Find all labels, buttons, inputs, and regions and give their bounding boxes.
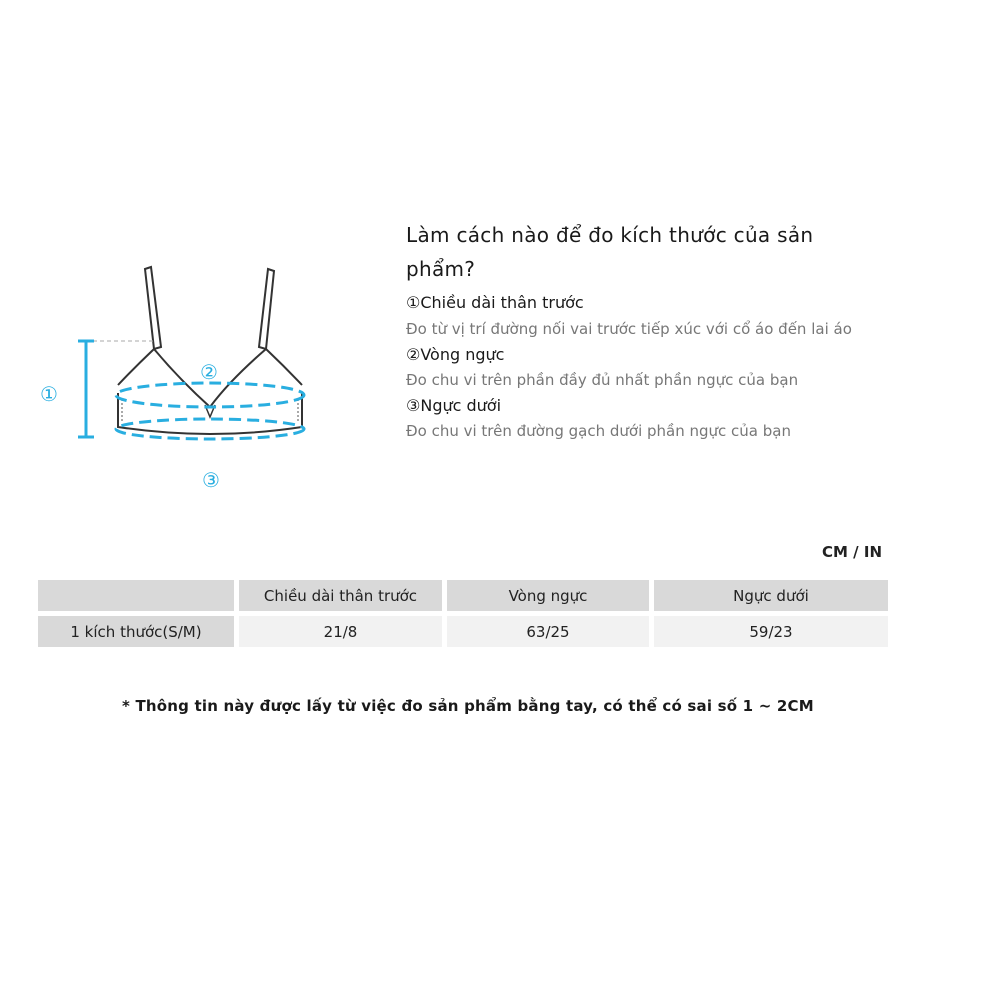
guide-title: Làm cách nào để đo kích thước của sản phẩm? xyxy=(406,223,814,281)
marker-1: ① xyxy=(40,382,58,406)
table-cell: 59/23 xyxy=(654,616,888,647)
bra-measurement-diagram xyxy=(30,255,330,505)
measurement-note: * Thông tin này được lấy từ việc đo sản phẩm bằng tay, có thể có sai số 1 ~ 2CM xyxy=(122,697,814,715)
header-cell: Ngực dưới xyxy=(654,580,888,611)
item-1-label: ①Chiều dài thân trước xyxy=(406,293,584,312)
table-cell: 1 kích thước(S/M) xyxy=(38,616,234,647)
unit-label: CM / IN xyxy=(822,543,882,561)
item-3-desc: Đo chu vi trên đường gạch dưới phần ngực của bạn xyxy=(406,422,791,440)
marker-3: ③ xyxy=(202,468,220,492)
marker-2: ② xyxy=(200,360,218,384)
table-row xyxy=(38,616,888,647)
item-2-desc: Đo chu vi trên phần đầy đủ nhất phần ngực của bạn xyxy=(406,371,799,389)
header-cell xyxy=(38,580,234,611)
bra-illustration-icon xyxy=(30,255,330,505)
item-2-label: ②Vòng ngực xyxy=(406,345,505,364)
table-cell: 63/25 xyxy=(447,616,649,647)
header-cell: Chiều dài thân trước xyxy=(239,580,442,611)
header-cell: Vòng ngực xyxy=(447,580,649,611)
table-cell: 21/8 xyxy=(239,616,442,647)
item-1-desc: Đo từ vị trí đường nối vai trước tiếp xúc với cổ áo đến lai áo xyxy=(406,320,852,338)
size-table xyxy=(38,580,888,652)
item-3-label: ③Ngực dưới xyxy=(406,396,502,415)
table-header-row xyxy=(38,580,888,611)
